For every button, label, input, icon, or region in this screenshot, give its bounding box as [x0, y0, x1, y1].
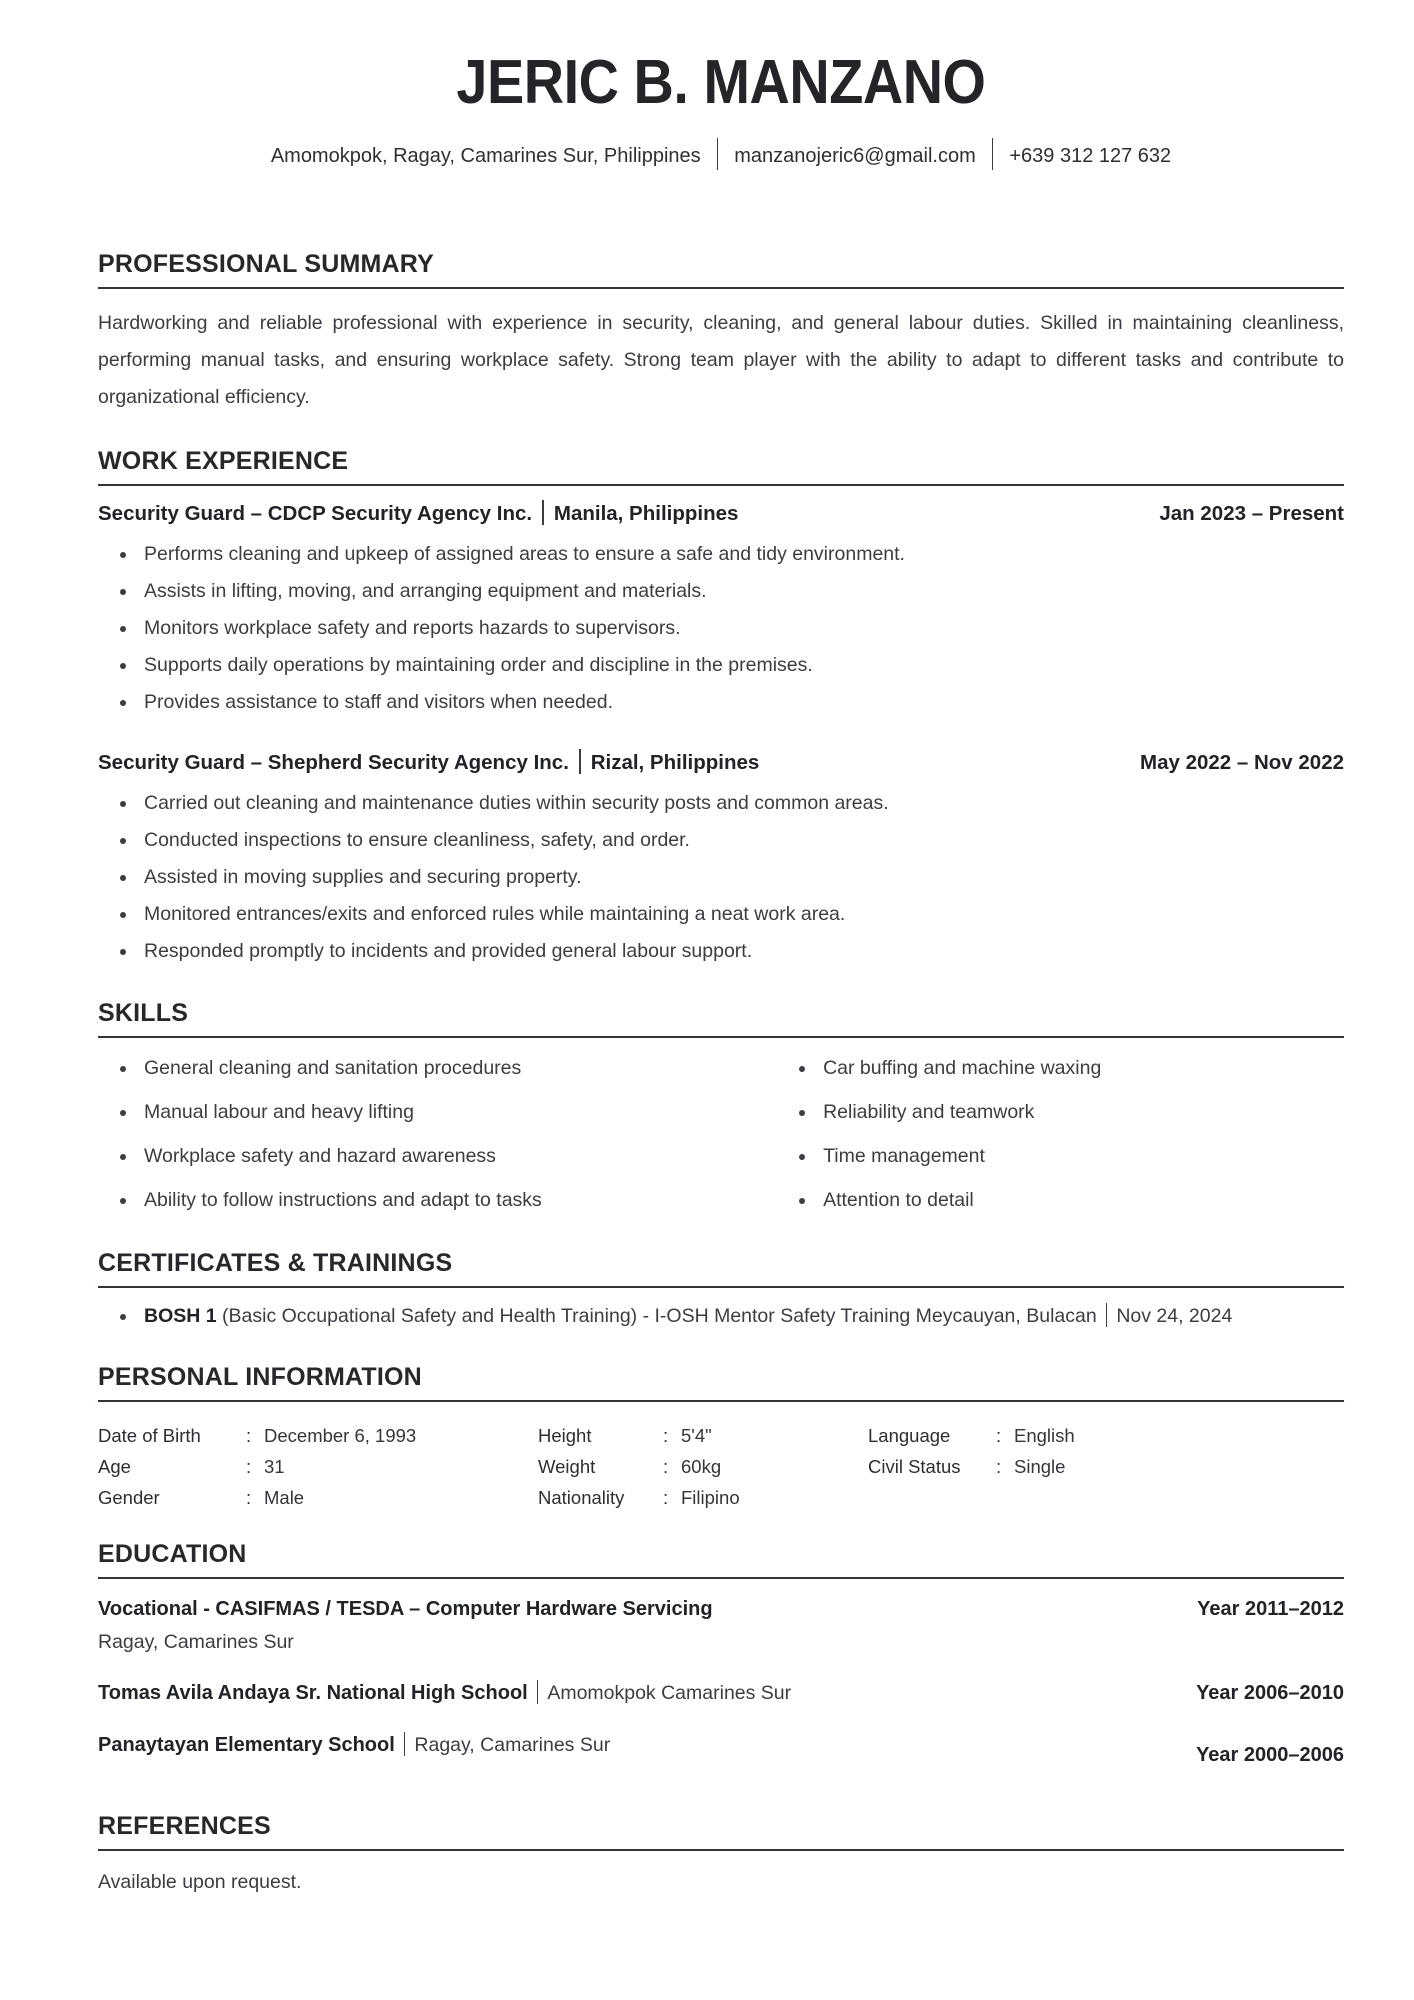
education-school: Vocational - CASIFMAS / TESDA – Computer Hardware Servicing	[98, 1598, 713, 1620]
skill-item: • Attention to detail	[817, 1178, 1344, 1222]
bullet-item: • Assisted in moving supplies and securing property.	[138, 859, 1344, 896]
education-years: Year 2000–2006	[1196, 1744, 1344, 1766]
personal-info-column	[98, 1420, 538, 1513]
skill-item: • Workplace safety and hazard awareness	[138, 1134, 777, 1178]
personal-info-label: Age	[98, 1456, 131, 1477]
job-location: Rizal, Philippines	[590, 751, 760, 774]
skill-item: • Car buffing and machine waxing	[817, 1046, 1344, 1090]
contact-divider	[717, 138, 719, 170]
divider-bar	[537, 1680, 539, 1704]
personal-info-value: December 6, 1993	[264, 1425, 417, 1446]
education-entry	[98, 1731, 610, 1759]
bullet-item: • Responded promptly to incidents and provided general labour support.	[138, 933, 1344, 970]
certificate-list	[98, 1298, 1344, 1334]
job-dates: Jan 2023 – Present	[1159, 502, 1344, 525]
personal-info-value: Single	[1014, 1456, 1066, 1477]
personal-info-value: Male	[264, 1487, 305, 1508]
education-entry	[98, 1679, 791, 1707]
contact-email: manzanojeric6@gmail.com	[734, 145, 976, 167]
section-skills	[98, 998, 1344, 1222]
personal-info-label: Weight	[538, 1456, 596, 1477]
personal-info-row	[868, 1451, 1344, 1482]
personal-info-colon	[246, 1451, 264, 1482]
personal-info-value: 31	[264, 1456, 285, 1477]
job-title: Security Guard – CDCP Security Agency Inc.	[98, 502, 533, 525]
education-years: Year 2011–2012	[1197, 1598, 1344, 1620]
bullet-item: • Monitors workplace safety and reports hazards to supervisors.	[138, 610, 1344, 647]
section-heading-personal: PERSONAL INFORMATION	[98, 1363, 422, 1391]
section-rule	[98, 287, 1344, 289]
references-text: Available upon request.	[98, 1871, 302, 1893]
personal-info-row	[538, 1451, 868, 1482]
education-location: Ragay, Camarines Sur	[414, 1734, 611, 1756]
personal-info-label: Civil Status	[868, 1456, 961, 1477]
job-title: Security Guard – Shepherd Security Agency Inc.	[98, 751, 569, 774]
divider-bar	[579, 749, 581, 774]
section-rule	[98, 1577, 1344, 1579]
skills-grid	[98, 1046, 1344, 1222]
education-entry	[98, 1595, 713, 1623]
personal-info-row	[538, 1420, 868, 1451]
section-professional-summary	[98, 249, 1344, 416]
divider-bar	[1106, 1303, 1108, 1327]
section-work-experience	[98, 446, 1344, 970]
personal-info-value: 60kg	[681, 1456, 722, 1477]
certificate-name: BOSH 1	[144, 1305, 223, 1327]
skills-column-left	[98, 1046, 777, 1222]
skill-item: • General cleaning and sanitation procedures	[138, 1046, 777, 1090]
divider-bar	[404, 1732, 406, 1756]
section-rule	[98, 1400, 1344, 1402]
personal-info-row	[868, 1420, 1344, 1451]
education-sub-location: Ragay, Camarines Sur	[98, 1631, 294, 1653]
education-school: Panaytayan Elementary School	[98, 1734, 395, 1756]
skill-item: • Time management	[817, 1134, 1344, 1178]
section-rule	[98, 1036, 1344, 1038]
section-references	[98, 1811, 1344, 1897]
skill-item: • Reliability and teamwork	[817, 1090, 1344, 1134]
personal-info-colon	[996, 1451, 1014, 1482]
bullet-item: • Conducted inspections to ensure cleanliness, safety, and order.	[138, 822, 1344, 859]
personal-info-value: English	[1014, 1425, 1075, 1446]
section-heading-skills: SKILLS	[98, 999, 189, 1027]
job-header	[98, 749, 1344, 777]
job-bullet-list	[98, 536, 1344, 721]
education-years: Year 2006–2010	[1196, 1682, 1344, 1704]
personal-info-column	[538, 1420, 868, 1513]
personal-info-label: Gender	[98, 1487, 160, 1508]
section-rule	[98, 1849, 1344, 1851]
job-bullet-list	[98, 785, 1344, 970]
job-title-line	[98, 500, 738, 528]
summary-paragraph: Hardworking and reliable professional with experience in security, cleaning, and general labour duties. Skilled in maintaining cleanliness, performing manual tasks, and ensuring workplace safety. Strong team player with the ability to adapt to different tasks and contribute to organizational efficiency.	[98, 312, 1344, 408]
job-title-line	[98, 749, 759, 777]
divider-bar	[542, 500, 544, 525]
section-certificates	[98, 1248, 1344, 1334]
education-school: Tomas Avila Andaya Sr. National High School	[98, 1682, 528, 1704]
personal-info-row	[538, 1482, 868, 1513]
section-rule	[98, 484, 1344, 486]
certificate-item	[138, 1298, 1344, 1334]
section-heading-certificates: CERTIFICATES & TRAININGS	[98, 1249, 453, 1277]
jobs-container	[98, 500, 1344, 970]
section-heading-summary: PROFESSIONAL SUMMARY	[98, 250, 434, 278]
personal-info-column	[868, 1420, 1344, 1513]
section-heading-references: REFERENCES	[98, 1812, 271, 1840]
certificate-date: Nov 24, 2024	[1116, 1305, 1233, 1327]
personal-info-grid	[98, 1420, 1344, 1513]
personal-info-row	[98, 1420, 538, 1451]
education-row	[98, 1731, 1344, 1766]
skills-column-right	[777, 1046, 1344, 1222]
personal-info-row	[98, 1451, 538, 1482]
bullet-item: • Supports daily operations by maintaining order and discipline in the premises.	[138, 647, 1344, 684]
section-heading-work: WORK EXPERIENCE	[98, 447, 349, 475]
education-location: Amomokpok Camarines Sur	[547, 1682, 792, 1704]
personal-info-colon	[996, 1420, 1014, 1451]
skill-item: • Manual labour and heavy lifting	[138, 1090, 777, 1134]
job-dates: May 2022 – Nov 2022	[1140, 751, 1344, 774]
section-rule	[98, 1286, 1344, 1288]
contact-phone: +639 312 127 632	[1009, 145, 1172, 167]
personal-info-colon	[663, 1420, 681, 1451]
section-education	[98, 1539, 1344, 1766]
personal-info-label: Nationality	[538, 1487, 625, 1508]
bullet-item: • Assists in lifting, moving, and arranging equipment and materials.	[138, 573, 1344, 610]
skill-item: • Ability to follow instructions and adapt to tasks	[138, 1178, 777, 1222]
education-row	[98, 1679, 1344, 1707]
contact-location: Amomokpok, Ragay, Camarines Sur, Philippines	[270, 145, 701, 167]
personal-info-colon	[663, 1451, 681, 1482]
header	[98, 48, 1344, 117]
bullet-item: • Performs cleaning and upkeep of assigned areas to ensure a safe and tidy environment.	[138, 536, 1344, 573]
personal-info-label: Height	[538, 1425, 592, 1446]
personal-info-value: 5'4"	[681, 1425, 712, 1446]
personal-info-colon	[246, 1420, 264, 1451]
personal-info-colon	[663, 1482, 681, 1513]
personal-info-colon	[246, 1482, 264, 1513]
bullet-item: • Provides assistance to staff and visitors when needed.	[138, 684, 1344, 721]
education-container	[98, 1595, 1344, 1766]
section-personal-information	[98, 1362, 1344, 1513]
personal-info-label: Language	[868, 1425, 951, 1446]
bullet-item: • Monitored entrances/exits and enforced rules while maintaining a neat work area.	[138, 896, 1344, 933]
contact-line	[98, 138, 1344, 171]
personal-info-row	[98, 1482, 538, 1513]
certificate-description: (Basic Occupational Safety and Health Training) - I-OSH Mentor Safety Training Meycauyan, Bulacan	[222, 1305, 1097, 1327]
education-row	[98, 1595, 1344, 1623]
job-header	[98, 500, 1344, 528]
job-location: Manila, Philippines	[553, 502, 739, 525]
contact-divider	[992, 138, 994, 170]
page-title: JERIC B. MANZANO	[456, 48, 986, 117]
personal-info-label: Date of Birth	[98, 1425, 201, 1446]
personal-info-value: Filipino	[681, 1487, 740, 1508]
section-heading-education: EDUCATION	[98, 1540, 247, 1568]
bullet-item: • Carried out cleaning and maintenance duties within security posts and common areas.	[138, 785, 1344, 822]
